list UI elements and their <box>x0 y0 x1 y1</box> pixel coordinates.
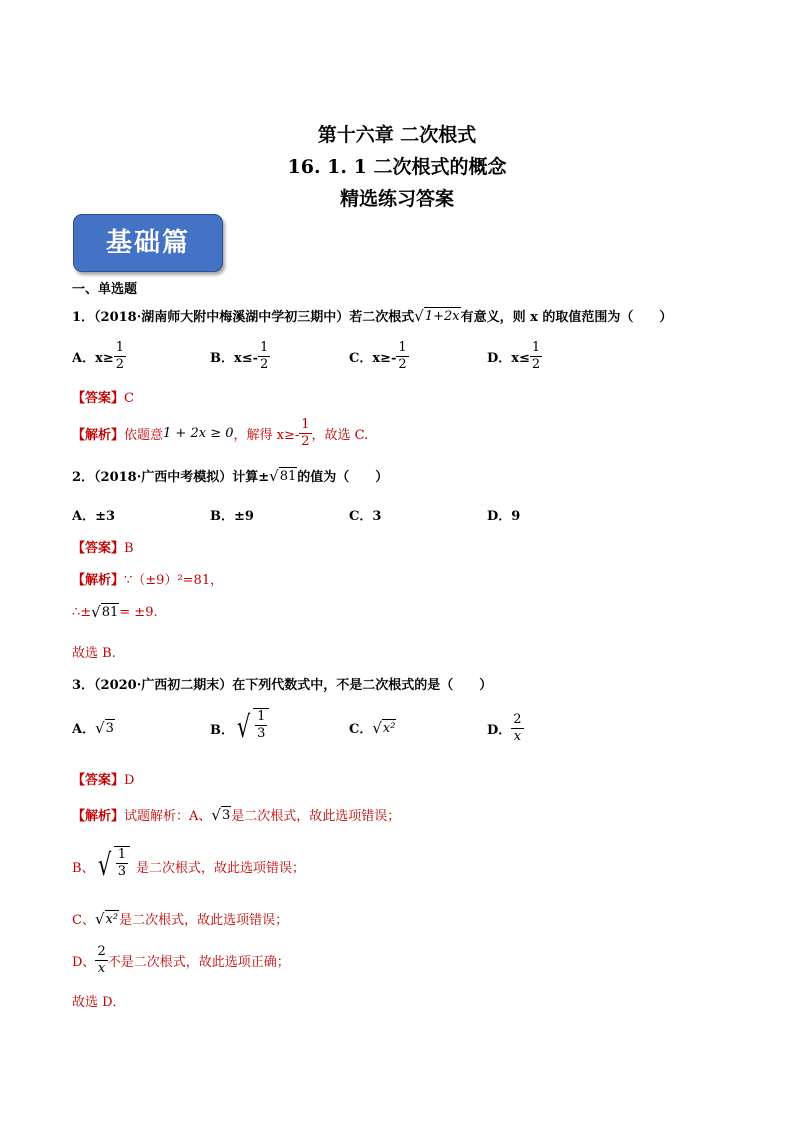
question-1-option-a: A．x≥ $\frac{1}{2}$ <box>72 340 125 372</box>
question-2-option-c: C．3 <box>349 509 382 524</box>
question-2-answer: 【答案】B <box>72 541 134 556</box>
question-1-analysis: 【解析】 依题意 1 + 2x ≥ 0 ，解得 x≥- $\frac{1}{2}$ ，故选 C. <box>72 417 369 449</box>
question-2-option-b: B．±9 <box>210 509 254 524</box>
question-3-conclusion: 故选 D． <box>72 995 126 1010</box>
question-1-option-d: D．x≤ $\frac{1}{2}$ <box>487 340 541 372</box>
section-title: 16. 1. 1 二次根式的概念 <box>287 156 507 178</box>
chapter-title: 第十六章 二次根式 <box>317 124 477 146</box>
question-3-option-b: B． √ $\frac{1}{3}$ <box>210 708 269 748</box>
question-2-option-d: D．9 <box>487 509 521 524</box>
section-heading: 一、单选题 <box>72 282 138 297</box>
question-3-option-c: C． √ x² <box>349 718 396 737</box>
question-1-option-b: B．x≤- $\frac{1}{2}$ <box>210 340 269 372</box>
question-3-answer: 【答案】D <box>72 773 135 788</box>
radical-1-plus-2x: √ 1+2x <box>414 306 460 325</box>
level-badge-label: 基础篇 <box>105 228 190 258</box>
question-2-analysis-line2: ∴± √ 81 = ±9. <box>72 603 158 621</box>
question-3-stem: 3．（2020·广西初二期末）在下列代数式中，不是二次根式的是（ ） <box>72 678 493 693</box>
level-badge <box>73 214 223 272</box>
question-3-analysis-line3: C、 √ x² 是二次根式，故此选项错误； <box>72 909 289 928</box>
question-3-analysis-line2: B、 √ $\frac{1}{3}$ 是二次根式，故此选项错误； <box>72 846 305 886</box>
question-3-analysis-line1: 【解析】 试题解析：A、 √ 3 是二次根式，故此选项错误； <box>72 805 401 824</box>
question-2-analysis-line1: 【解析】∵（±9）²=81， <box>72 573 224 588</box>
question-3-option-d: D． $\frac{2}{x}$ <box>487 712 522 744</box>
question-1-answer: 【答案】C <box>72 391 134 406</box>
question-2-stem: 2．（2018·广西中考模拟）计算± √ 81 的值为（ ） <box>72 466 389 485</box>
question-3-analysis-line4: D、 $\frac{2}{x}$ 不是二次根式，故此选项正确； <box>72 944 290 976</box>
question-1-option-c: C．x≥- $\frac{1}{2}$ <box>349 340 407 372</box>
question-2-analysis-line3: 故选 B. <box>72 646 116 661</box>
radical-81: √ 81 <box>269 466 297 485</box>
question-2-option-a: A．±3 <box>72 509 116 524</box>
question-3-option-a: A． √ 3 <box>72 718 114 737</box>
subtitle: 精选练习答案 <box>339 188 454 210</box>
question-1-stem: 1．（2018·湖南师大附中梅溪湖中学初三期中）若二次根式 √ 1+2x 有意义，则 x 的取值范围为（ ） <box>72 306 673 325</box>
